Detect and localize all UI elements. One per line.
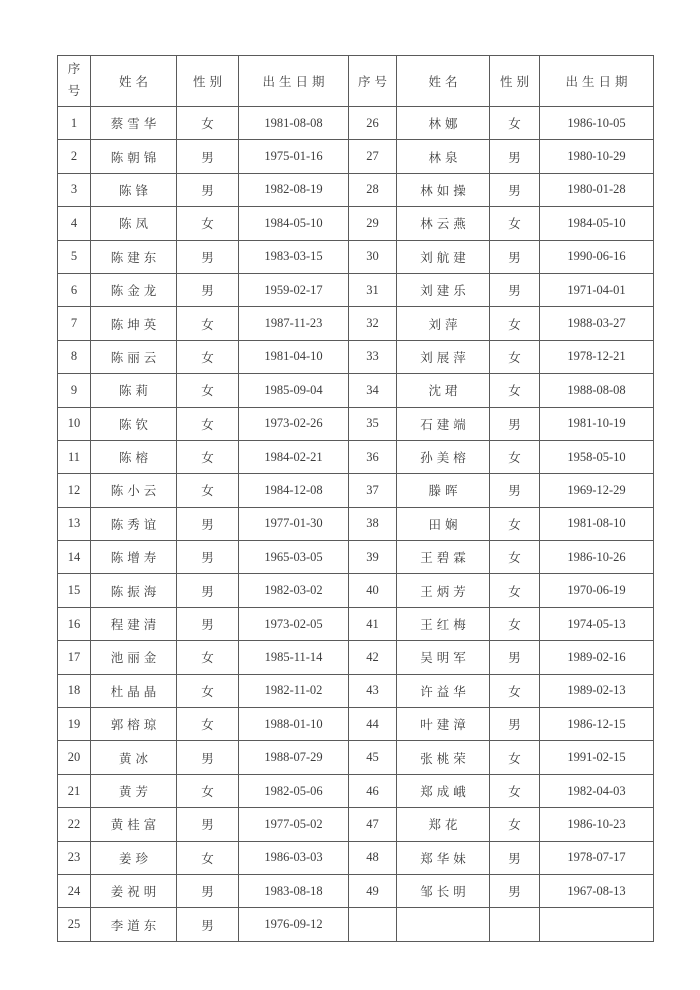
gender-cell: 男 xyxy=(490,407,540,440)
gender-cell: 女 xyxy=(490,574,540,607)
gender-cell: 女 xyxy=(490,808,540,841)
table-row xyxy=(58,207,654,240)
name-cell: 陈朝锦 xyxy=(91,140,177,173)
gender-cell: 男 xyxy=(490,240,540,273)
gender-cell: 女 xyxy=(490,374,540,407)
dob-cell: 1986-12-15 xyxy=(540,708,654,741)
seq-cell: 10 xyxy=(58,407,91,440)
name-cell: 陈增寿 xyxy=(91,541,177,574)
gender-cell: 男 xyxy=(177,908,239,941)
name-cell: 孙美榕 xyxy=(397,440,490,473)
dob-cell: 1985-11-14 xyxy=(239,641,349,674)
seq-cell: 38 xyxy=(349,507,397,540)
name-cell: 刘建乐 xyxy=(397,273,490,306)
seq-cell: 41 xyxy=(349,607,397,640)
seq-cell: 45 xyxy=(349,741,397,774)
table-row xyxy=(58,607,654,640)
dob-cell: 1978-12-21 xyxy=(540,340,654,373)
header-seq-left xyxy=(58,56,91,107)
dob-cell: 1988-08-08 xyxy=(540,374,654,407)
seq-cell: 15 xyxy=(58,574,91,607)
name-cell: 陈建东 xyxy=(91,240,177,273)
dob-cell: 1984-02-21 xyxy=(239,440,349,473)
seq-cell: 16 xyxy=(58,607,91,640)
seq-cell: 20 xyxy=(58,741,91,774)
name-cell: 林娜 xyxy=(397,107,490,140)
name-cell: 石建端 xyxy=(397,407,490,440)
table-row xyxy=(58,808,654,841)
gender-cell: 男 xyxy=(177,140,239,173)
name-cell: 姜祝明 xyxy=(91,874,177,907)
gender-cell: 女 xyxy=(177,307,239,340)
name-cell: 叶建漳 xyxy=(397,708,490,741)
gender-cell: 女 xyxy=(177,340,239,373)
table-header xyxy=(58,56,654,107)
seq-cell: 14 xyxy=(58,541,91,574)
gender-cell: 男 xyxy=(490,874,540,907)
table-row xyxy=(58,140,654,173)
dob-cell: 1959-02-17 xyxy=(239,273,349,306)
seq-cell: 6 xyxy=(58,273,91,306)
dob-cell: 1986-03-03 xyxy=(239,841,349,874)
table-row xyxy=(58,574,654,607)
dob-cell: 1977-01-30 xyxy=(239,507,349,540)
name-cell: 王红梅 xyxy=(397,607,490,640)
name-cell: 沈珺 xyxy=(397,374,490,407)
table-row xyxy=(58,440,654,473)
dob-cell: 1986-10-05 xyxy=(540,107,654,140)
name-cell: 陈莉 xyxy=(91,374,177,407)
dob-cell: 1983-03-15 xyxy=(239,240,349,273)
table-row xyxy=(58,374,654,407)
dob-cell: 1987-11-23 xyxy=(239,307,349,340)
dob-cell: 1965-03-05 xyxy=(239,541,349,574)
table-row xyxy=(58,173,654,206)
gender-cell: 男 xyxy=(177,541,239,574)
header-seq-right: 序号 xyxy=(349,56,397,107)
dob-cell: 1980-01-28 xyxy=(540,173,654,206)
table-row xyxy=(58,674,654,707)
seq-cell: 29 xyxy=(349,207,397,240)
dob-cell: 1981-04-10 xyxy=(239,340,349,373)
name-cell: 林泉 xyxy=(397,140,490,173)
dob-cell: 1977-05-02 xyxy=(239,808,349,841)
seq-cell: 22 xyxy=(58,808,91,841)
name-cell: 池丽金 xyxy=(91,641,177,674)
name-cell: 刘萍 xyxy=(397,307,490,340)
dob-cell: 1991-02-15 xyxy=(540,741,654,774)
gender-cell: 女 xyxy=(177,407,239,440)
dob-cell: 1980-10-29 xyxy=(540,140,654,173)
dob-cell: 1982-04-03 xyxy=(540,774,654,807)
gender-cell: 男 xyxy=(490,641,540,674)
dob-cell: 1969-12-29 xyxy=(540,474,654,507)
seq-cell: 23 xyxy=(58,841,91,874)
name-cell: 林如操 xyxy=(397,173,490,206)
name-cell: 郑成峨 xyxy=(397,774,490,807)
gender-cell: 男 xyxy=(490,708,540,741)
name-cell: 王碧霖 xyxy=(397,541,490,574)
table-row xyxy=(58,307,654,340)
name-cell: 李道东 xyxy=(91,908,177,941)
gender-cell: 男 xyxy=(490,140,540,173)
dob-cell: 1978-07-17 xyxy=(540,841,654,874)
dob-cell: 1989-02-16 xyxy=(540,641,654,674)
name-cell: 滕晖 xyxy=(397,474,490,507)
table-row xyxy=(58,474,654,507)
gender-cell: 女 xyxy=(177,641,239,674)
name-cell: 陈榕 xyxy=(91,440,177,473)
seq-cell: 11 xyxy=(58,440,91,473)
seq-cell: 36 xyxy=(349,440,397,473)
dob-cell: 1982-05-06 xyxy=(239,774,349,807)
dob-cell: 1986-10-23 xyxy=(540,808,654,841)
seq-cell: 40 xyxy=(349,574,397,607)
seq-cell: 21 xyxy=(58,774,91,807)
gender-cell xyxy=(490,908,540,941)
table-body xyxy=(58,107,654,942)
gender-cell: 女 xyxy=(490,607,540,640)
seq-cell: 13 xyxy=(58,507,91,540)
gender-cell: 女 xyxy=(490,741,540,774)
dob-cell: 1984-05-10 xyxy=(540,207,654,240)
name-cell xyxy=(397,908,490,941)
seq-cell: 48 xyxy=(349,841,397,874)
gender-cell: 男 xyxy=(490,474,540,507)
name-cell: 郑华妹 xyxy=(397,841,490,874)
seq-cell: 32 xyxy=(349,307,397,340)
seq-cell: 8 xyxy=(58,340,91,373)
gender-cell: 男 xyxy=(490,273,540,306)
roster-table xyxy=(57,55,654,942)
dob-cell: 1973-02-05 xyxy=(239,607,349,640)
seq-cell: 7 xyxy=(58,307,91,340)
name-cell: 刘航建 xyxy=(397,240,490,273)
dob-cell: 1983-08-18 xyxy=(239,874,349,907)
dob-cell: 1970-06-19 xyxy=(540,574,654,607)
table-row xyxy=(58,708,654,741)
table-row xyxy=(58,340,654,373)
name-cell: 吴明军 xyxy=(397,641,490,674)
seq-cell: 3 xyxy=(58,173,91,206)
seq-cell: 27 xyxy=(349,140,397,173)
gender-cell: 女 xyxy=(177,774,239,807)
seq-cell: 1 xyxy=(58,107,91,140)
gender-cell: 女 xyxy=(490,541,540,574)
gender-cell: 男 xyxy=(177,240,239,273)
name-cell: 黄冰 xyxy=(91,741,177,774)
name-cell: 郭榕琼 xyxy=(91,708,177,741)
seq-cell: 34 xyxy=(349,374,397,407)
table-row xyxy=(58,774,654,807)
table-row xyxy=(58,407,654,440)
seq-cell: 35 xyxy=(349,407,397,440)
gender-cell: 女 xyxy=(177,440,239,473)
gender-cell: 女 xyxy=(177,374,239,407)
name-cell: 程建清 xyxy=(91,607,177,640)
seq-cell: 24 xyxy=(58,874,91,907)
name-cell: 陈坤英 xyxy=(91,307,177,340)
gender-cell: 女 xyxy=(490,507,540,540)
dob-cell: 1975-01-16 xyxy=(239,140,349,173)
seq-cell: 31 xyxy=(349,273,397,306)
gender-cell: 男 xyxy=(177,607,239,640)
header-gender-right: 性别 xyxy=(490,56,540,107)
dob-cell: 1985-09-04 xyxy=(239,374,349,407)
name-cell: 陈金龙 xyxy=(91,273,177,306)
dob-cell: 1984-12-08 xyxy=(239,474,349,507)
dob-cell: 1976-09-12 xyxy=(239,908,349,941)
dob-cell: 1981-08-10 xyxy=(540,507,654,540)
seq-cell: 43 xyxy=(349,674,397,707)
dob-cell: 1988-07-29 xyxy=(239,741,349,774)
seq-cell: 28 xyxy=(349,173,397,206)
table-row xyxy=(58,507,654,540)
gender-cell: 男 xyxy=(177,273,239,306)
gender-cell: 男 xyxy=(177,741,239,774)
seq-cell: 25 xyxy=(58,908,91,941)
seq-cell: 18 xyxy=(58,674,91,707)
gender-cell: 男 xyxy=(490,841,540,874)
gender-cell: 女 xyxy=(177,207,239,240)
dob-cell: 1988-03-27 xyxy=(540,307,654,340)
dob-cell: 1984-05-10 xyxy=(239,207,349,240)
name-cell: 王炳芳 xyxy=(397,574,490,607)
seq-cell: 47 xyxy=(349,808,397,841)
seq-cell: 19 xyxy=(58,708,91,741)
name-cell: 陈小云 xyxy=(91,474,177,507)
gender-cell: 男 xyxy=(177,808,239,841)
gender-cell: 女 xyxy=(490,107,540,140)
seq-cell: 30 xyxy=(349,240,397,273)
name-cell: 陈秀谊 xyxy=(91,507,177,540)
seq-cell: 2 xyxy=(58,140,91,173)
dob-cell: 1971-04-01 xyxy=(540,273,654,306)
seq-cell: 49 xyxy=(349,874,397,907)
dob-cell xyxy=(540,908,654,941)
name-cell: 刘展萍 xyxy=(397,340,490,373)
dob-cell: 1988-01-10 xyxy=(239,708,349,741)
name-cell: 田娴 xyxy=(397,507,490,540)
name-cell: 陈丽云 xyxy=(91,340,177,373)
header-seq-left-label: 序号 xyxy=(67,62,81,98)
header-row xyxy=(58,56,654,107)
gender-cell: 女 xyxy=(177,841,239,874)
dob-cell: 1974-05-13 xyxy=(540,607,654,640)
table-row xyxy=(58,273,654,306)
gender-cell: 男 xyxy=(490,173,540,206)
name-cell: 姜珍 xyxy=(91,841,177,874)
seq-cell: 46 xyxy=(349,774,397,807)
gender-cell: 男 xyxy=(177,173,239,206)
dob-cell: 1990-06-16 xyxy=(540,240,654,273)
table-row xyxy=(58,908,654,941)
header-dob-right: 出生日期 xyxy=(540,56,654,107)
seq-cell: 4 xyxy=(58,207,91,240)
gender-cell: 女 xyxy=(490,307,540,340)
seq-cell: 39 xyxy=(349,541,397,574)
gender-cell: 女 xyxy=(490,340,540,373)
name-cell: 张桃荣 xyxy=(397,741,490,774)
gender-cell: 女 xyxy=(490,774,540,807)
name-cell: 陈锋 xyxy=(91,173,177,206)
table-row xyxy=(58,107,654,140)
table-row xyxy=(58,541,654,574)
header-dob-left: 出生日期 xyxy=(239,56,349,107)
name-cell: 林云燕 xyxy=(397,207,490,240)
seq-cell: 42 xyxy=(349,641,397,674)
gender-cell: 男 xyxy=(177,874,239,907)
name-cell: 郑花 xyxy=(397,808,490,841)
gender-cell: 女 xyxy=(490,440,540,473)
dob-cell: 1982-11-02 xyxy=(239,674,349,707)
dob-cell: 1958-05-10 xyxy=(540,440,654,473)
gender-cell: 男 xyxy=(177,507,239,540)
header-gender-left: 性别 xyxy=(177,56,239,107)
seq-cell xyxy=(349,908,397,941)
dob-cell: 1973-02-26 xyxy=(239,407,349,440)
name-cell: 杜晶晶 xyxy=(91,674,177,707)
dob-cell: 1986-10-26 xyxy=(540,541,654,574)
name-cell: 陈振海 xyxy=(91,574,177,607)
dob-cell: 1989-02-13 xyxy=(540,674,654,707)
table-row xyxy=(58,841,654,874)
seq-cell: 9 xyxy=(58,374,91,407)
gender-cell: 女 xyxy=(177,474,239,507)
dob-cell: 1981-10-19 xyxy=(540,407,654,440)
table-row xyxy=(58,641,654,674)
gender-cell: 女 xyxy=(490,207,540,240)
name-cell: 黄芳 xyxy=(91,774,177,807)
name-cell: 邹长明 xyxy=(397,874,490,907)
gender-cell: 女 xyxy=(177,107,239,140)
gender-cell: 女 xyxy=(177,674,239,707)
seq-cell: 5 xyxy=(58,240,91,273)
seq-cell: 17 xyxy=(58,641,91,674)
name-cell: 黄桂富 xyxy=(91,808,177,841)
seq-cell: 12 xyxy=(58,474,91,507)
name-cell: 许益华 xyxy=(397,674,490,707)
dob-cell: 1967-08-13 xyxy=(540,874,654,907)
seq-cell: 44 xyxy=(349,708,397,741)
dob-cell: 1982-08-19 xyxy=(239,173,349,206)
name-cell: 陈钦 xyxy=(91,407,177,440)
gender-cell: 女 xyxy=(177,708,239,741)
dob-cell: 1981-08-08 xyxy=(239,107,349,140)
table-row xyxy=(58,741,654,774)
name-cell: 蔡雪华 xyxy=(91,107,177,140)
seq-cell: 26 xyxy=(349,107,397,140)
dob-cell: 1982-03-02 xyxy=(239,574,349,607)
name-cell: 陈凤 xyxy=(91,207,177,240)
table-row xyxy=(58,240,654,273)
gender-cell: 女 xyxy=(490,674,540,707)
header-name-left: 姓名 xyxy=(91,56,177,107)
seq-cell: 33 xyxy=(349,340,397,373)
header-name-right: 姓名 xyxy=(397,56,490,107)
table-row xyxy=(58,874,654,907)
gender-cell: 男 xyxy=(177,574,239,607)
seq-cell: 37 xyxy=(349,474,397,507)
